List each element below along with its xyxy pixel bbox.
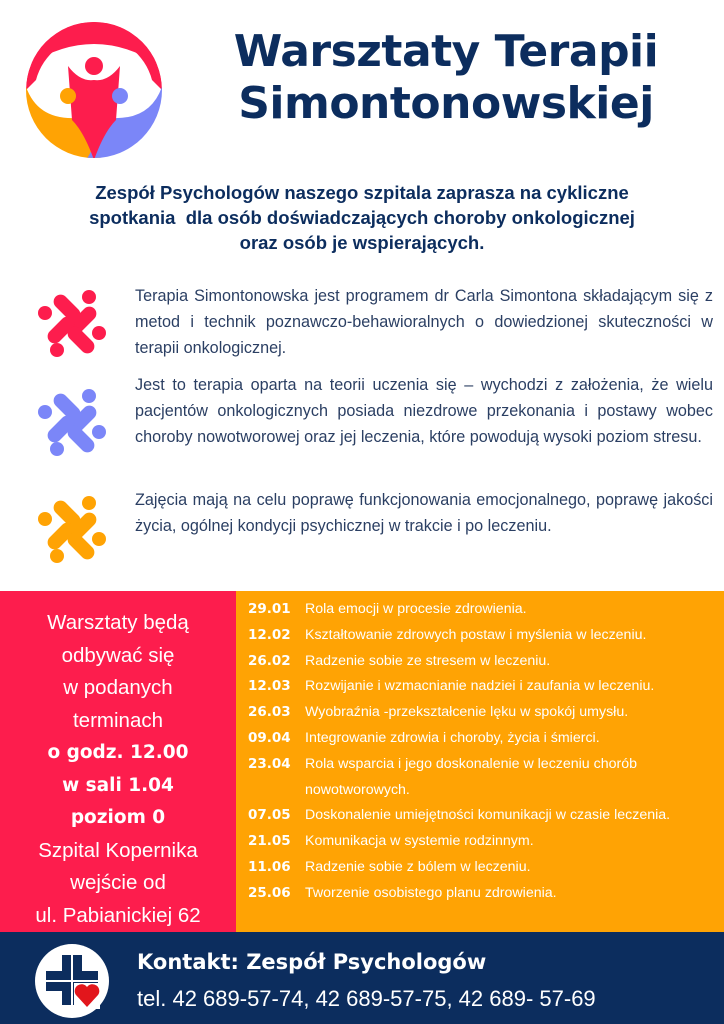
contact-phones: tel. 42 689-57-74, 42 689-57-75, 42 689- 57-69 (137, 986, 596, 1011)
schedule-row (248, 855, 722, 881)
schedule-row (248, 597, 722, 623)
pill-pattern-icon (37, 386, 109, 458)
schedule-row (248, 726, 722, 752)
title-line-1: Warsztaty Terapii (233, 26, 659, 77)
schedule-row (248, 752, 722, 804)
schedule-row (248, 829, 722, 855)
schedule-date: 25.06 (248, 884, 291, 901)
intro-text (20, 180, 704, 255)
intro-line: Zespół Psychologów naszego szpitala zaprasza na cykliczne (95, 182, 629, 203)
schedule-date: 12.03 (248, 678, 291, 695)
schedule-list (248, 597, 722, 907)
pill-pattern-icon (37, 493, 109, 565)
schedule-topic: Doskonalenie umiejętności komunikacji w czasie leczenia. (305, 807, 671, 824)
location-panel (0, 591, 236, 932)
schedule-topic: Rola wsparcia i jego doskonalenie w leczeniu chorób nowotworowych. (305, 755, 638, 798)
intro-line: oraz osób je wspierających. (239, 232, 485, 253)
schedule-date: 29.01 (248, 601, 291, 617)
info-line: ul. Pabianickiej 62 (35, 903, 201, 927)
schedule-topic: Rola emocji w procesie zdrowienia. (305, 601, 527, 617)
info-line: odbywać się (61, 643, 175, 667)
schedule-topic: Kształtowanie zdrowych postaw i myślenia w leczeniu. (305, 626, 647, 643)
schedule-topic: Komunikacja w systemie rodzinnym. (305, 833, 534, 850)
schedule-topic: Integrowanie zdrowia i choroby, życia i śmierci. (305, 729, 600, 746)
title-line-2: Simontonowskiej (238, 78, 654, 129)
pill-pattern-icon (37, 287, 109, 359)
feature-text: Zajęcia mają na celu poprawę funkcjonowania emocjonalnego, poprawę jakości życia, ogólnej kondycji psychicznej w trakcie i po leczeniu. (135, 491, 713, 535)
schedule-row (248, 700, 722, 726)
schedule-date: 09.04 (248, 729, 291, 746)
schedule-date: 11.06 (248, 858, 291, 875)
schedule-date: 21.05 (248, 833, 291, 850)
schedule-row (248, 649, 722, 675)
info-line: terminach (72, 708, 163, 732)
schedule-row (248, 803, 722, 829)
info-time: o godz. 12.00 (47, 742, 189, 763)
info-line: Szpital Kopernika (38, 838, 198, 862)
people-circle-logo (24, 20, 164, 160)
schedule-row (248, 674, 722, 700)
info-level: poziom 0 (70, 807, 166, 828)
info-room: w sali 1.04 (62, 774, 174, 796)
info-line: Warsztaty będą (47, 611, 189, 634)
schedule-date: 26.02 (248, 652, 291, 669)
feature-text: Jest to terapia oparta na teorii uczenia się – wychodzi z założenia, że wielu pacjentów onkologicznych posiada niezdrowe przekonania i postawy wobec choroby nowotworowej oraz jej leczenia, które powodują wysoki poziom stresu. (135, 376, 713, 446)
page-title (196, 26, 696, 130)
schedule-topic: Radzenie sobie z bólem w leczeniu. (305, 858, 531, 875)
schedule-panel (236, 591, 724, 932)
schedule-topic: Wyobraźnia -przekształcenie lęku w spokój umysłu. (305, 704, 629, 721)
schedule-row (248, 623, 722, 649)
schedule-topic: Tworzenie osobistego planu zdrowienia. (305, 884, 557, 901)
schedule-date: 23.04 (248, 755, 291, 772)
cross-heart-icon (34, 943, 110, 1019)
schedule-date: 07.05 (248, 807, 291, 824)
schedule-topic: Radzenie sobie ze stresem w leczeniu. (305, 652, 551, 669)
schedule-date: 12.02 (248, 626, 291, 643)
info-line: wejście od (70, 871, 166, 894)
schedule-date: 26.03 (248, 704, 291, 721)
feature-text: Terapia Simontonowska jest programem dr Carla Simontona składającym się z metod i technik poznawczo-behawioralnych o dowiedzionej skuteczności w terapii onkologicznej. (135, 287, 713, 357)
schedule-topic: Rozwijanie i wzmacnianie nadziei i zaufania w leczeniu. (305, 678, 655, 695)
info-line: w podanych (63, 676, 173, 699)
contact-footer (0, 932, 724, 1024)
intro-line: spotkania dla osób doświadczających choroby onkologicznej (89, 207, 635, 228)
contact-title: Kontakt: Zespół Psychologów (137, 950, 487, 974)
schedule-row (248, 881, 722, 907)
